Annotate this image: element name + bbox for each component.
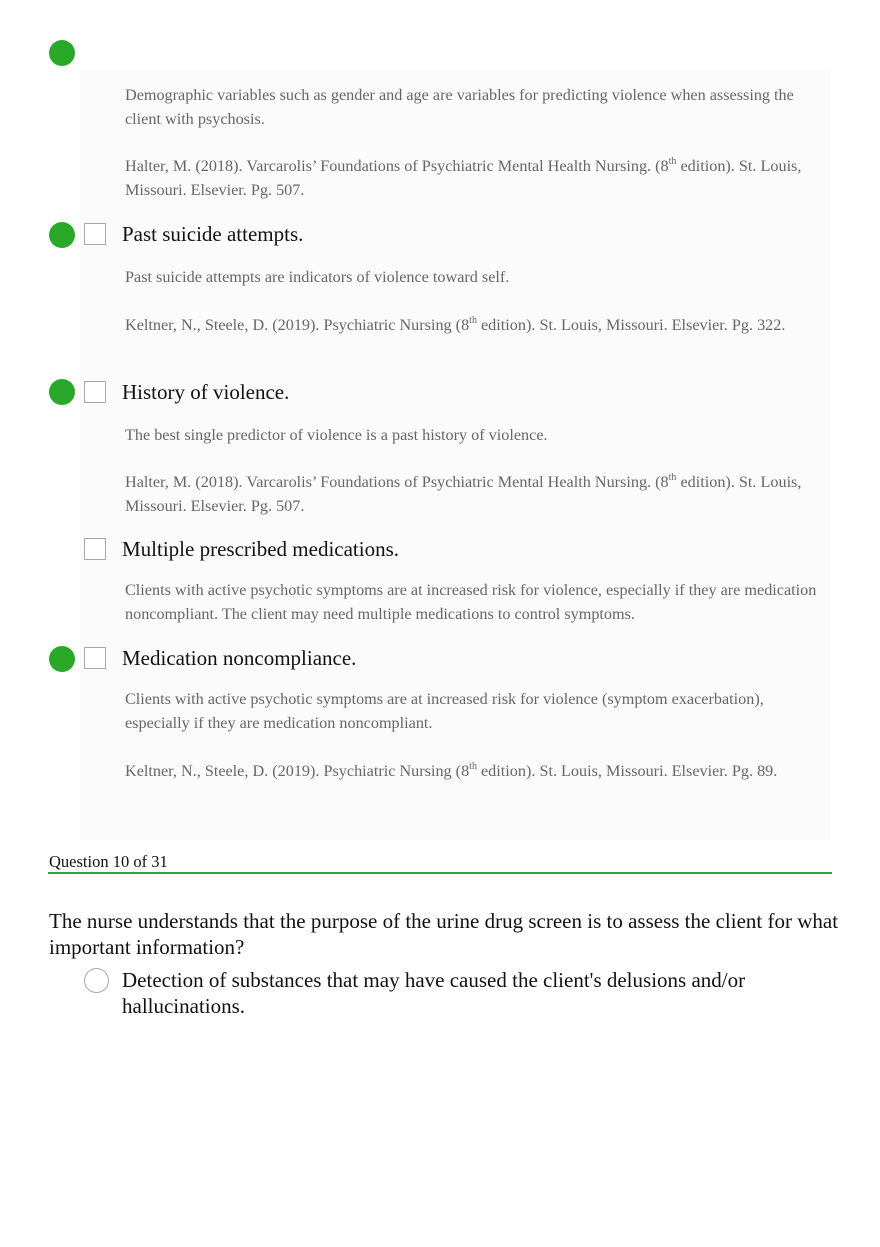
rationale-text: The best single predictor of violence is a past history of violence. bbox=[125, 426, 548, 444]
reference-citation: Keltner, N., Steele, D. (2019). Psychiatric Nursing (8th edition). St. Louis, Missouri. Elsevier. Pg. 89. bbox=[125, 761, 778, 780]
rationale-text: Clients with active psychotic symptoms are at increased risk for violence, especially if they are medication noncompliant. The client may need multiple medications to control symptoms. bbox=[125, 581, 817, 623]
option-label: History of violence. bbox=[122, 380, 290, 404]
question-divider bbox=[48, 872, 832, 874]
reference-citation: Halter, M. (2018). Varcarolis’ Foundations of Psychiatric Mental Health Nursing. (8th edition). St. Louis, Missouri. Elsevier. Pg. 507. bbox=[125, 472, 802, 515]
option-rationale bbox=[125, 578, 825, 626]
question-text: The nurse understands that the purpose of the urine drug screen is to assess the client for what important information? bbox=[49, 909, 839, 959]
question-counter: Question 10 of 31 bbox=[49, 852, 168, 871]
option-label: Past suicide attempts. bbox=[122, 222, 304, 246]
answer-label: Detection of substances that may have caused the client's delusions and/or hallucinations. bbox=[122, 968, 746, 1018]
correct-indicator-icon bbox=[49, 222, 75, 248]
correct-indicator-icon bbox=[49, 646, 75, 672]
reference-citation: Halter, M. (2018). Varcarolis’ Foundations of Psychiatric Mental Health Nursing. (8th edition). St. Louis, Missouri. Elsevier. Pg. 507. bbox=[125, 156, 802, 199]
answer-radio-button[interactable] bbox=[84, 968, 109, 993]
option-rationale bbox=[125, 423, 825, 518]
option-checkbox[interactable] bbox=[84, 223, 106, 245]
rationale-text: Demographic variables such as gender and age are variables for predicting violence when assessing the client with psychosis. bbox=[125, 86, 794, 128]
correct-indicator-icon bbox=[49, 40, 75, 66]
option-rationale bbox=[125, 687, 825, 783]
option-rationale bbox=[125, 265, 825, 337]
option-label: Multiple prescribed medications. bbox=[122, 537, 400, 561]
option-checkbox[interactable] bbox=[84, 647, 106, 669]
reference-citation: Keltner, N., Steele, D. (2019). Psychiatric Nursing (8th edition). St. Louis, Missouri. Elsevier. Pg. 322. bbox=[125, 315, 786, 334]
option-rationale bbox=[125, 83, 825, 202]
rationale-text: Clients with active psychotic symptoms are at increased risk for violence (symptom exacerbation), especially if they are medication noncompliant. bbox=[125, 690, 764, 732]
rationale-text: Past suicide attempts are indicators of violence toward self. bbox=[125, 268, 510, 286]
option-checkbox[interactable] bbox=[84, 538, 106, 560]
correct-indicator-icon bbox=[49, 379, 75, 405]
option-label: Medication noncompliance. bbox=[122, 646, 357, 670]
option-checkbox[interactable] bbox=[84, 381, 106, 403]
